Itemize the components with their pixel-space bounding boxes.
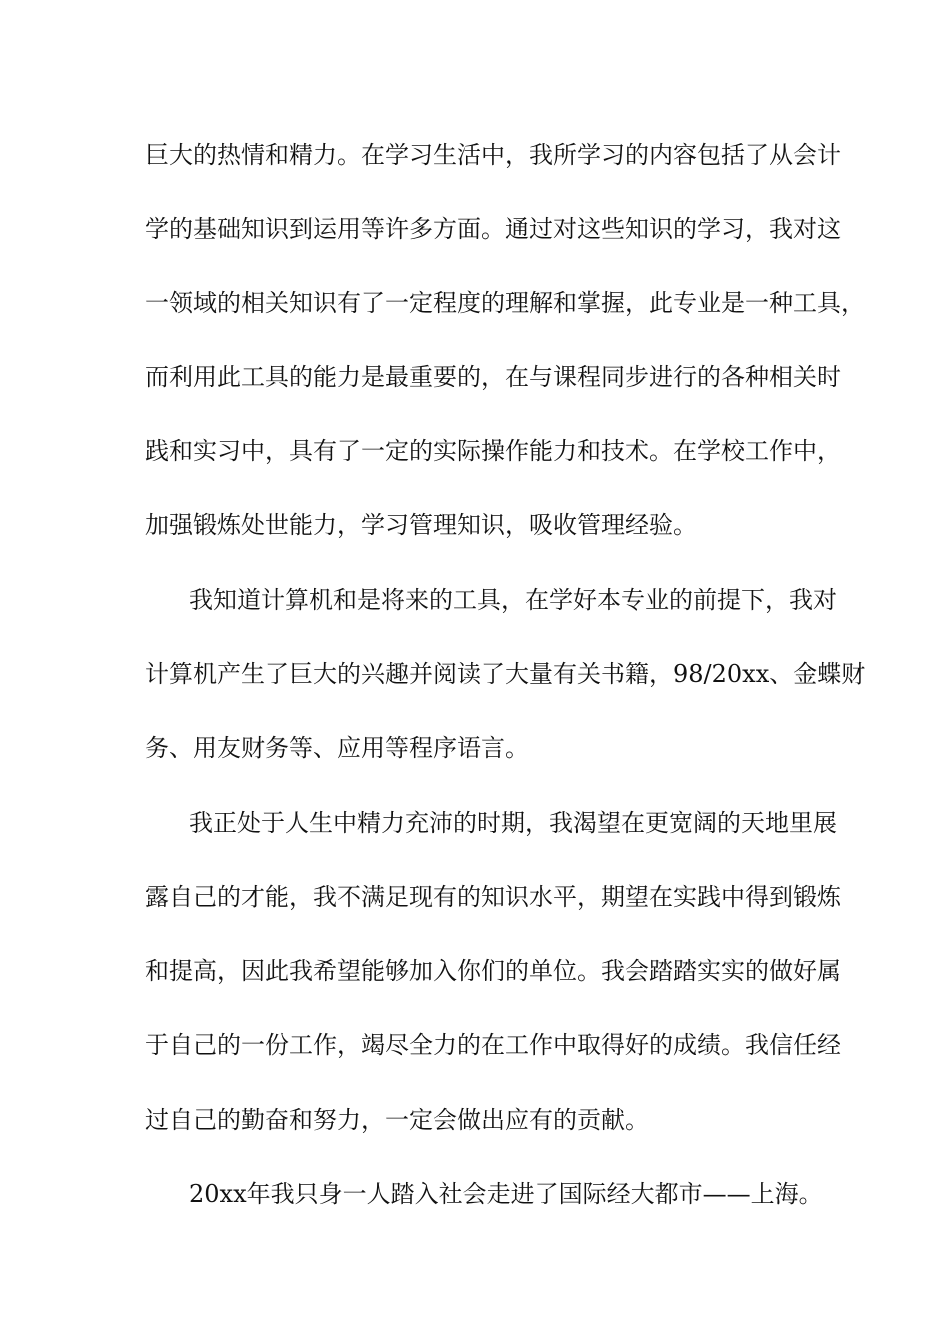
text-line: 于自己的一份工作，竭尽全力的在工作中取得好的成绩。我信任经 [145, 1031, 841, 1059]
paragraph-first-line: 20xx年我只身一人踏入社会走进了国际经大都市——上海。 [189, 1180, 823, 1208]
paragraph-first-line: 我知道计算机和是将来的工具，在学好本专业的前提下，我对 [189, 586, 837, 614]
paragraph-first-line: 我正处于人生中精力充沛的时期，我渴望在更宽阔的天地里展 [189, 809, 837, 837]
text-line: 加强锻炼处世能力，学习管理知识，吸收管理经验。 [145, 511, 697, 539]
text-line: 和提高，因此我希望能够加入你们的单位。我会踏踏实实的做好属 [145, 957, 841, 985]
text-line: 一领域的相关知识有了一定程度的理解和掌握，此专业是一种工具， [145, 289, 865, 317]
text-line: 巨大的热情和精力。在学习生活中，我所学习的内容包括了从会计 [145, 141, 841, 169]
text-line: 过自己的勤奋和努力，一定会做出应有的贡献。 [145, 1106, 649, 1134]
text-line: 露自己的才能，我不满足现有的知识水平，期望在实践中得到锻炼 [145, 883, 841, 911]
text-line: 学的基础知识到运用等许多方面。通过对这些知识的学习，我对这 [145, 215, 841, 243]
text-line: 计算机产生了巨大的兴趣并阅读了大量有关书籍，98/20xx、金蝶财 [145, 660, 866, 688]
text-line: 践和实习中，具有了一定的实际操作能力和技术。在学校工作中， [145, 437, 841, 465]
text-line: 务、用友财务等、应用等程序语言。 [145, 734, 529, 762]
text-line: 而利用此工具的能力是最重要的，在与课程同步进行的各种相关时 [145, 363, 841, 391]
